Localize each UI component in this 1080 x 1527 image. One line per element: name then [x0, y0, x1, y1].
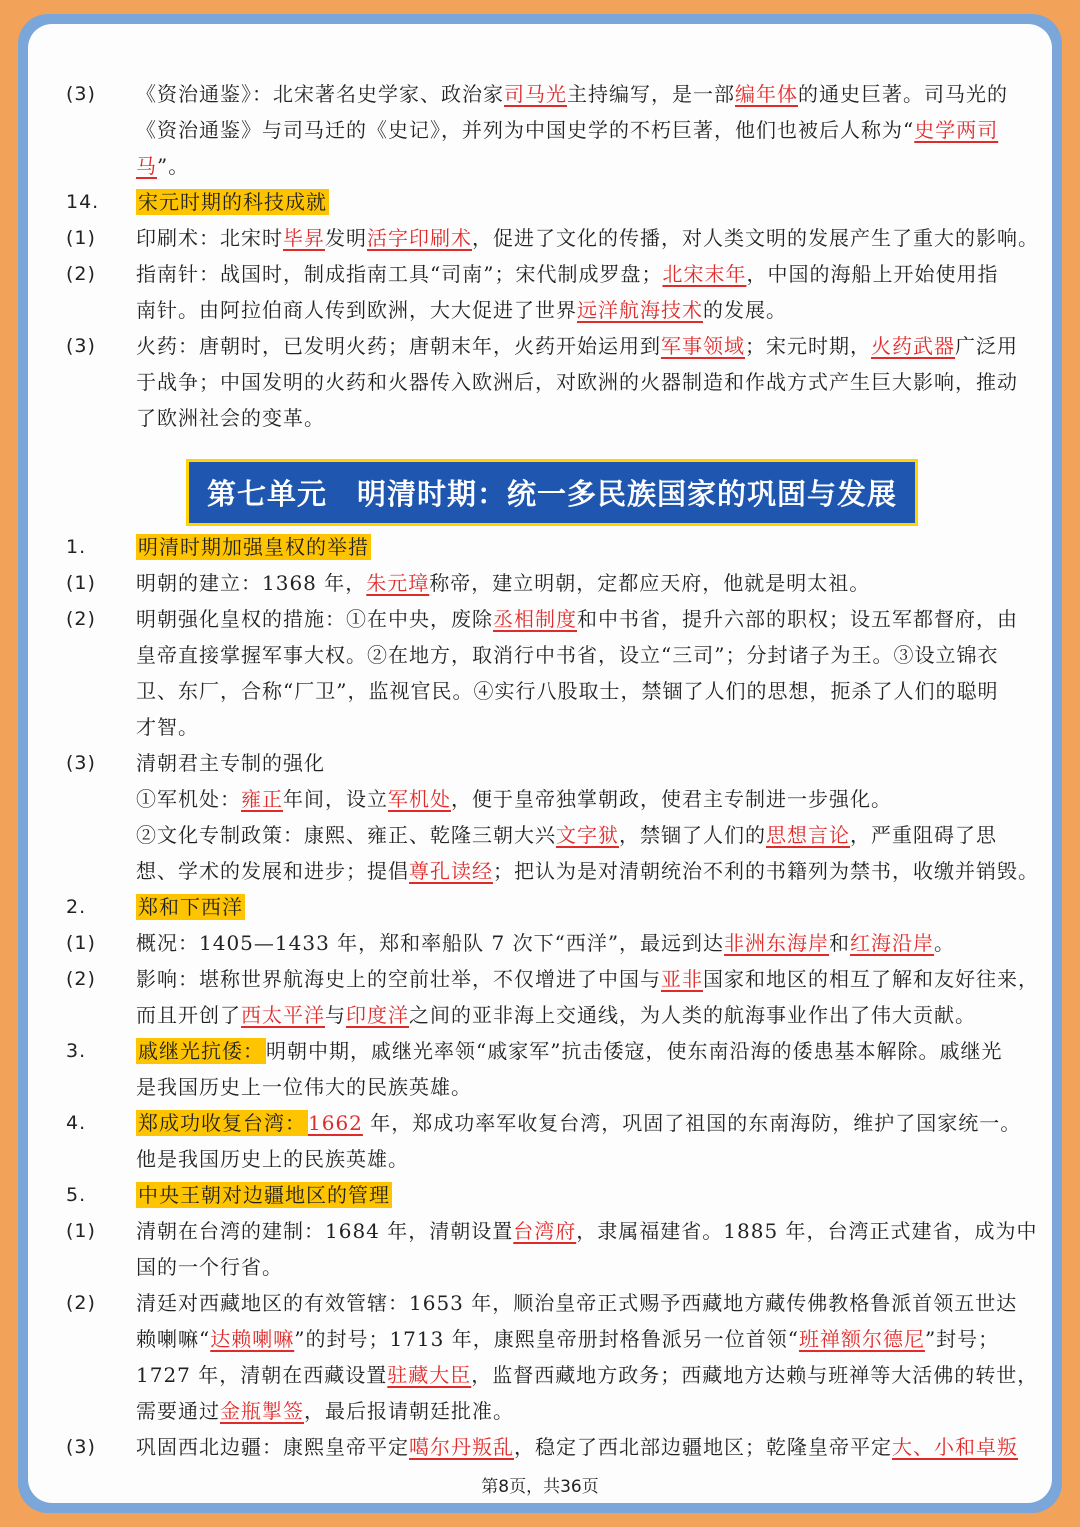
keyword-highlight: 台湾府 [513, 1219, 577, 1243]
text-segment: 赖喇嘛“ [136, 1327, 211, 1351]
keyword-highlight: 文字狱 [556, 823, 619, 847]
text-line [66, 961, 1038, 997]
text-segment: 皇帝直接掌握军事大权。②在地方，取消行中书省，设立“三司”；分封诸子为王。③设立锦衣 [136, 643, 999, 667]
line-text [136, 1285, 1017, 1321]
keyword-highlight: 马 [136, 154, 157, 178]
text-line-continuation [66, 853, 1038, 889]
line-text [136, 112, 998, 148]
text-segment: 清廷对西藏地区的有效管辖：1653 年，顺治皇帝正式赐予西藏地方藏传佛教格鲁派首领五世达 [136, 1291, 1018, 1315]
line-text [136, 148, 189, 184]
text-line-continuation [66, 112, 1038, 148]
text-segment: 明朝中期，戚继光率领“戚家军”抗击倭寇，使东南沿海的倭患基本解除。戚继光 [266, 1039, 1003, 1063]
line-text [136, 1393, 514, 1429]
keyword-highlight: 军事领域 [661, 334, 745, 358]
text-line-continuation [66, 637, 1038, 673]
text-segment: 印刷术：北宋时 [136, 226, 283, 250]
keyword-highlight: 雍正 [241, 787, 283, 811]
text-line [66, 220, 1038, 256]
text-line [66, 529, 1038, 565]
text-segment: 概况：1405—1433 年，郑和率船队 7 次下“西洋”，最远到达 [136, 931, 725, 955]
line-text [136, 184, 329, 220]
text-segment: ，中国的海船上开始使用指 [746, 262, 999, 286]
section-heading: 郑成功收复台湾： [138, 1111, 306, 1135]
text-segment: ①军机处： [136, 787, 241, 811]
item-number: 4. [66, 1112, 87, 1134]
text-segment: 清朝在台湾的建制：1684 年，清朝设置 [136, 1219, 514, 1243]
line-text [136, 1033, 1002, 1069]
line-text [136, 1069, 472, 1105]
text-segment: 卫、东厂，合称“厂卫”，监视官民。④实行八股取士，禁锢了人们的思想，扼杀了人们的聪明 [136, 679, 999, 703]
text-segment: 火药：唐朝时，已发明火药；唐朝末年，火药开始运用到 [136, 334, 661, 358]
line-text [136, 1141, 409, 1177]
line-text [136, 997, 976, 1033]
text-line-continuation [66, 1141, 1038, 1177]
line-text [136, 529, 371, 565]
text-segment: 他是我国历史上的民族英雄。 [136, 1147, 409, 1171]
line-text [136, 256, 998, 292]
text-segment: ，隶属福建省。1885 年，台湾正式建省，成为中 [576, 1219, 1038, 1243]
keyword-highlight: 编年体 [735, 82, 798, 106]
section-heading: 明清时期加强皇权的举措 [138, 535, 369, 559]
line-text [136, 673, 998, 709]
text-segment: ，监督西藏地方政务；西藏地方达赖与班禅等大活佛的转世， [471, 1363, 1039, 1387]
item-number: (2) [66, 968, 96, 990]
text-segment: 1727 年，清朝在西藏设置 [136, 1363, 388, 1387]
text-segment: 了欧洲社会的变革。 [136, 406, 325, 430]
text-segment: 才智。 [136, 715, 199, 739]
text-line-continuation [66, 1069, 1038, 1105]
item-number: (1) [66, 1220, 96, 1242]
text-segment: 与 [325, 1003, 346, 1027]
unit-heading-wrap [66, 462, 1038, 523]
text-segment: 南针。由阿拉伯商人传到欧洲，大大促进了世界 [136, 298, 577, 322]
document-content [66, 76, 1038, 1465]
line-text [136, 1357, 1038, 1393]
text-segment: ，最后报请朝廷批准。 [304, 1399, 514, 1423]
keyword-highlight: 毕昇 [283, 226, 325, 250]
line-text [136, 76, 1008, 112]
text-segment: 主持编写，是一部 [567, 82, 735, 106]
text-line [66, 889, 1038, 925]
keyword-highlight: 远洋航海技术 [577, 298, 703, 322]
text-segment: 国家和地区的相互了解和友好往来， [703, 967, 1039, 991]
text-line-continuation [66, 148, 1038, 184]
text-segment: ，禁锢了人们的 [619, 823, 766, 847]
text-segment: 国的一个行省。 [136, 1255, 283, 1279]
line-text [136, 853, 1039, 889]
item-number: (1) [66, 932, 96, 954]
keyword-highlight: 金瓶掣签 [220, 1399, 304, 1423]
text-line-continuation [66, 781, 1038, 817]
line-text [136, 925, 955, 961]
text-segment: ”封号； [924, 1327, 1000, 1351]
text-segment: 需要通过 [136, 1399, 220, 1423]
text-line [66, 565, 1038, 601]
item-number: (3) [66, 83, 96, 105]
text-segment: ”。 [157, 154, 190, 178]
keyword-highlight: 驻藏大臣 [387, 1363, 472, 1387]
text-line [66, 1105, 1038, 1141]
item-number: (3) [66, 1436, 96, 1458]
text-segment: 而且开创了 [136, 1003, 241, 1027]
line-text [136, 745, 325, 781]
text-line [66, 1177, 1038, 1213]
text-segment: 和 [829, 931, 851, 955]
item-number: (2) [66, 1292, 96, 1314]
text-line-continuation [66, 709, 1038, 745]
line-text [136, 1177, 392, 1213]
item-number: (3) [66, 335, 96, 357]
text-segment: ，严重阻碍了思 [850, 823, 997, 847]
text-segment: 的通史巨著。司马光的 [798, 82, 1008, 106]
text-segment: 发明 [325, 226, 367, 250]
text-line-continuation [66, 997, 1038, 1033]
text-segment: 《资治通鉴》与司马迁的《史记》，并列为中国史学的不朽巨著，他们也被后人称为“ [136, 118, 915, 142]
keyword-highlight: 司马光 [504, 82, 567, 106]
line-text [136, 364, 1018, 400]
text-line-continuation [66, 364, 1038, 400]
item-number: (1) [66, 572, 96, 594]
text-line [66, 601, 1038, 637]
text-line-continuation [66, 1393, 1038, 1429]
line-text [136, 637, 998, 673]
text-line-continuation [66, 292, 1038, 328]
line-text [136, 565, 870, 601]
item-number: (1) [66, 227, 96, 249]
keyword-highlight: 大、小和卓叛 [892, 1435, 1018, 1459]
keyword-highlight: 军机处 [388, 787, 451, 811]
line-text [136, 817, 997, 853]
text-segment: 清朝君主专制的强化 [136, 751, 325, 775]
item-number: 14. [66, 191, 100, 213]
text-segment: 是我国历史上一位伟大的民族英雄。 [136, 1075, 472, 1099]
text-segment: 想、学术的发展和进步；提倡 [136, 859, 409, 883]
section-heading: 中央王朝对边疆地区的管理 [138, 1183, 390, 1207]
text-segment: 《资治通鉴》：北宋著名史学家、政治家 [136, 82, 504, 106]
section-heading: 郑和下西洋 [138, 895, 243, 919]
keyword-highlight: 达赖喇嘛 [210, 1327, 295, 1351]
text-line [66, 1429, 1038, 1465]
text-segment: 和中书省，提升六部的职权；设五军都督府，由 [577, 607, 1018, 631]
text-segment: 影响：堪称世界航海史上的空前壮举，不仅增进了中国与 [136, 967, 661, 991]
keyword-highlight: 思想言论 [766, 823, 850, 847]
line-text [136, 220, 1039, 256]
text-segment: 广泛用 [955, 334, 1018, 358]
text-line-continuation [66, 1357, 1038, 1393]
text-segment: 明朝的建立：1368 年， [136, 571, 367, 595]
line-text [136, 1213, 1038, 1249]
item-number: (2) [66, 608, 96, 630]
keyword-highlight: 朱元璋 [366, 571, 430, 595]
keyword-highlight: 班禅额尔德尼 [798, 1327, 925, 1351]
text-segment: 的发展。 [703, 298, 787, 322]
keyword-highlight: 红海沿岸 [850, 931, 935, 955]
line-text [136, 1105, 1021, 1141]
page-footer: 第8页，共36页 [481, 1477, 599, 1497]
text-segment: 明朝强化皇权的措施：①在中央，废除 [136, 607, 493, 631]
text-segment: 称帝，建立明朝，定都应天府，他就是明太祖。 [429, 571, 871, 595]
text-segment: ，便于皇帝独掌朝政，使君主专制进一步强化。 [451, 787, 892, 811]
text-line-continuation [66, 400, 1038, 436]
item-number: 5. [66, 1184, 87, 1206]
text-line-continuation [66, 817, 1038, 853]
line-text [136, 328, 1018, 364]
line-text [136, 601, 1018, 637]
document-page [28, 24, 1052, 1503]
text-segment: ，促进了文化的传播，对人类文明的发展产生了重大的影响。 [472, 226, 1039, 250]
line-text [136, 1429, 1018, 1465]
text-line [66, 1213, 1038, 1249]
line-text [136, 709, 199, 745]
line-text [136, 889, 245, 925]
item-number: 2. [66, 896, 87, 918]
text-line [66, 745, 1038, 781]
text-segment: 年，郑成功率军收复台湾，巩固了祖国的东南海防，维护了国家统一。 [362, 1111, 1022, 1135]
unit-heading: 第七单元 明清时期：统一多民族国家的巩固与发展 [189, 462, 915, 523]
item-number: (3) [66, 752, 96, 774]
keyword-highlight: 尊孔读经 [409, 859, 493, 883]
keyword-highlight: 火药武器 [871, 334, 955, 358]
text-line [66, 328, 1038, 364]
text-line [66, 184, 1038, 220]
keyword-highlight: 噶尔丹叛乱 [409, 1435, 514, 1459]
keyword-highlight: 史学两司 [914, 118, 999, 142]
item-number: 3. [66, 1040, 87, 1062]
line-text [136, 292, 787, 328]
text-segment: ；把认为是对清朝统治不利的书籍列为禁书，收缴并销毁。 [493, 859, 1039, 883]
text-line-continuation [66, 673, 1038, 709]
text-segment: ②文化专制政策：康熙、雍正、乾隆三朝大兴 [136, 823, 556, 847]
text-segment: 。 [934, 931, 956, 955]
text-segment: 年间，设立 [283, 787, 388, 811]
text-segment: 于战争；中国发明的火药和火器传入欧洲后，对欧洲的火器制造和作战方式产生巨大影响，推动 [136, 370, 1018, 394]
section-heading: 戚继光抗倭： [138, 1039, 264, 1063]
text-segment: ；宋元时期， [745, 334, 871, 358]
line-text [136, 1249, 283, 1285]
keyword-highlight: 北宋末年 [662, 262, 747, 286]
line-text [136, 961, 1039, 997]
line-text [136, 400, 325, 436]
text-line [66, 256, 1038, 292]
line-text [136, 1321, 999, 1357]
keyword-highlight: 丞相制度 [493, 607, 577, 631]
text-line [66, 76, 1038, 112]
keyword-highlight: 印度洋 [346, 1003, 409, 1027]
keyword-highlight: 活字印刷术 [367, 226, 472, 250]
keyword-highlight: 西太平洋 [241, 1003, 325, 1027]
text-line [66, 1033, 1038, 1069]
item-number: 1. [66, 536, 87, 558]
text-line [66, 925, 1038, 961]
text-segment: 指南针：战国时，制成指南工具“司南”；宋代制成罗盘； [136, 262, 663, 286]
text-line [66, 1285, 1038, 1321]
line-text [136, 781, 892, 817]
text-segment: ，稳定了西北部边疆地区；乾隆皇帝平定 [514, 1435, 892, 1459]
text-line-continuation [66, 1321, 1038, 1357]
text-segment: 巩固西北边疆：康熙皇帝平定 [136, 1435, 409, 1459]
text-line-continuation [66, 1249, 1038, 1285]
text-segment: ”的封号；1713 年，康熙皇帝册封格鲁派另一位首领“ [294, 1327, 799, 1351]
item-number: (2) [66, 263, 96, 285]
text-segment: 之间的亚非海上交通线，为人类的航海事业作出了伟大贡献。 [409, 1003, 976, 1027]
keyword-highlight: 非洲东海岸 [724, 931, 830, 955]
keyword-highlight: 亚非 [661, 967, 703, 991]
section-heading: 宋元时期的科技成就 [138, 190, 327, 214]
keyword-highlight: 1662 [308, 1111, 363, 1135]
